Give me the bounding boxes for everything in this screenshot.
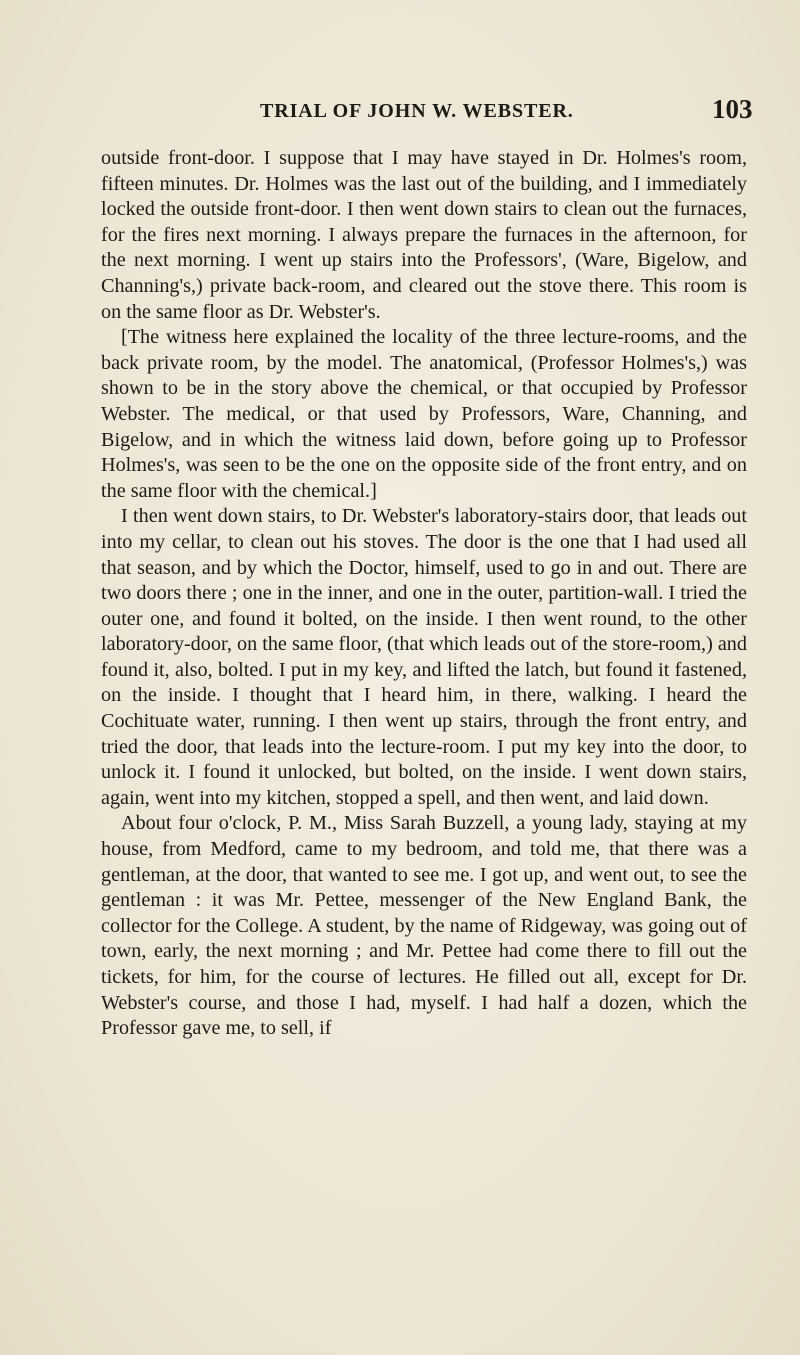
running-head [100, 94, 753, 134]
paragraph-visitor: About four o'clock, P. M., Miss Sarah Buzzell, a young lady, staying at my house, from Medford, came to my bedroom, and told me, that there was a gentleman, at the door, that wanted to see me. I got up, and went out, to see the gentleman : it was Mr. Pettee, messenger of the New England Bank, the collector for the College. A student, by the name of Ridgeway, was going out of town, early, the next morning ; and Mr. Pettee had come there to fill out the tickets, for him, for the course of lectures. He filled out all, except for Dr. Webster's course, and those I had, myself. I had half a dozen, which the Professor gave me, to sell, if [101, 812, 747, 1040]
body-text [101, 146, 747, 1042]
paragraph-laboratory-doors: I then went down stairs, to Dr. Webster's laboratory-stairs door, that leads out into my cellar, to clean out his stoves. The door is the one that I had used all that season, and by which the Doctor, himself, used to go in and out. There are two doors there ; one in the inner, and one in the outer, partition-wall. I tried the outer one, and found it bolted, on the inside. I then went round, to the other laboratory-door, on the same floor, (that which leads out of the store-room,) and found it, also, bolted. I put in my key, and lifted the latch, but found it fastened, on the inside. I thought that I heard him, in there, walking. I heard the Cochituate water, running. I then went up stairs, through the front entry, and tried the door, that leads into the lecture-room. I put my key into the door, to unlock it. I found it unlocked, but bolted, on the inside. I went down stairs, again, went into my kitchen, stopped a spell, and then went, and laid down. [101, 505, 747, 809]
page-number: 103 [712, 94, 753, 124]
running-head-title: TRIAL OF JOHN W. WEBSTER. [260, 100, 574, 122]
paragraph-continuation: outside front-door. I suppose that I may have stayed in Dr. Holmes's room, fifteen minutes. Dr. Holmes was the last out of the building, and I immediately locked the outside front-door. I then went down stairs to clean out the furnaces, for the fires next morning. I always prepare the furnaces in the afternoon, for the next morning. I went up stairs into the Professors', (Ware, Bigelow, and Channing's,) private back-room, and cleared out the stove there. This room is on the same floor as Dr. Webster's. [101, 147, 747, 323]
paragraph-bracketed-note: [The witness here explained the locality of the three lecture-rooms, and the back private room, by the model. The anatomical, (Professor Holmes's,) was shown to be in the story above the chemical, or that occupied by Professor Webster. The medical, or that used by Professors, Ware, Channing, and Bigelow, and in which the witness laid down, before going up to Professor Holmes's, was seen to be the one on the opposite side of the front entry, and on the same floor with the chemical.] [101, 326, 747, 502]
